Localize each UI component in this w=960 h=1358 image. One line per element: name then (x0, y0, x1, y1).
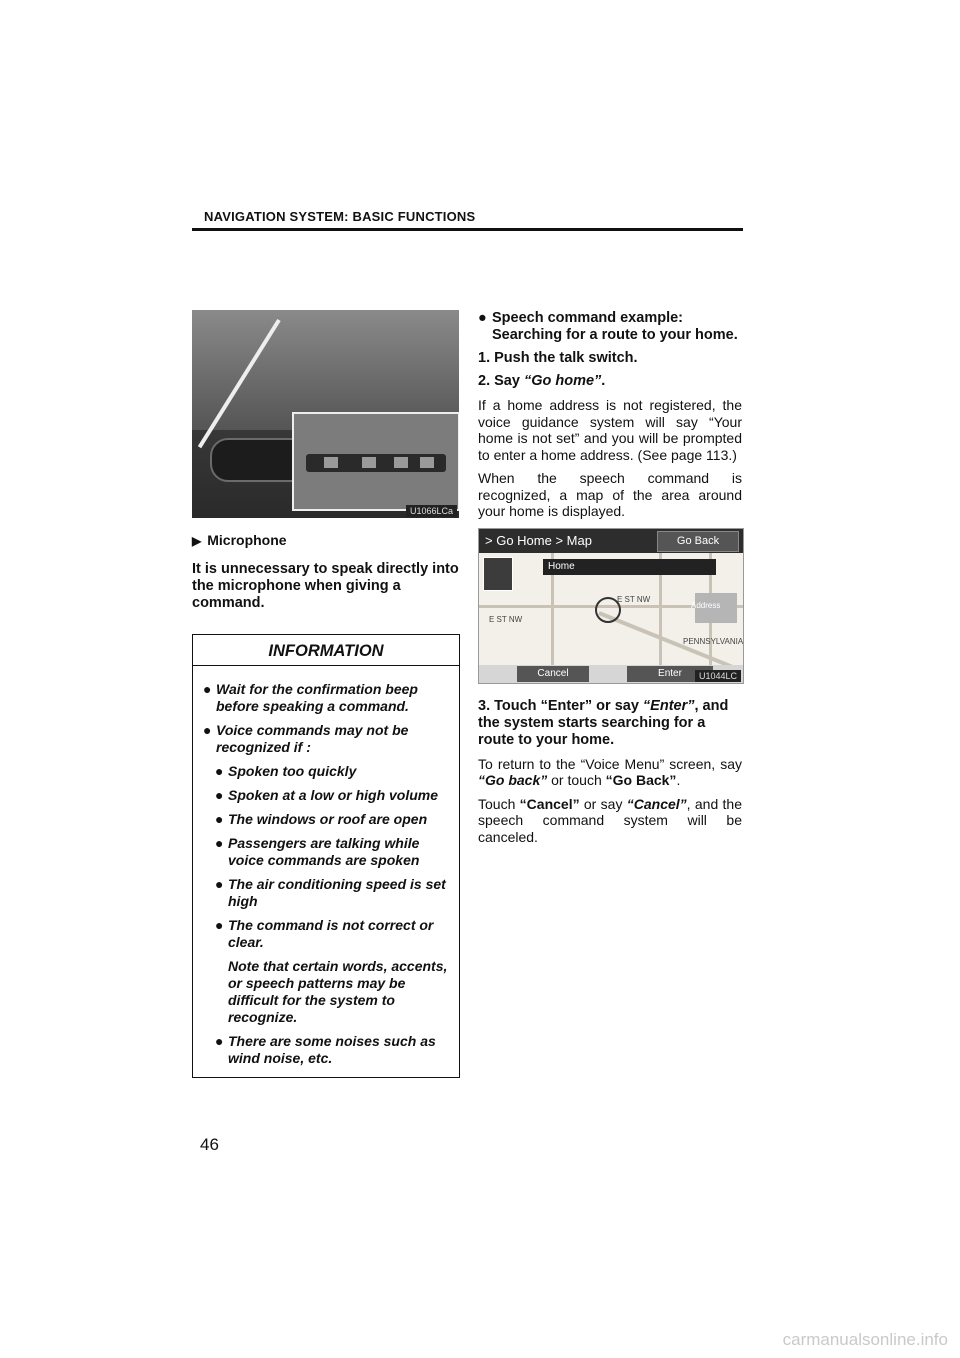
cancel-button[interactable]: Cancel (517, 666, 589, 682)
console-button (394, 457, 408, 468)
bullet-icon: ● (215, 763, 224, 779)
home-not-set-paragraph: If a home address is not registered, the voice guidance system will say “Your home is not set” and you will be prompted to enter a home address. (See page 113.) (478, 397, 742, 463)
bullet-icon: ● (215, 811, 224, 827)
cancel-paragraph: Touch “Cancel” or say “Cancel”, and the speech command system will be canceled. (478, 795, 742, 845)
info-sub-item: ● Passengers are talking while voice commands are spoken (215, 835, 420, 868)
go-back-button[interactable]: Go Back (657, 531, 739, 552)
step-3: 3. Touch “Enter” or say “Enter”, and the system starts searching for a route to your home. (478, 697, 729, 748)
map-area[interactable] (479, 553, 743, 665)
return-paragraph: To return to the “Voice Menu” screen, say “Go back” or touch “Go Back”. (478, 755, 742, 788)
enter-button[interactable]: Enter (627, 666, 713, 682)
voice-icon (483, 557, 513, 591)
bullet-icon: ● (215, 787, 224, 803)
microphone-photo (192, 310, 459, 518)
header-rule (192, 228, 743, 231)
step-2: 2. Say “Go home”. (478, 373, 606, 389)
street-label: E ST NW (617, 594, 651, 604)
info-note: Note that certain words, accents, or speech patterns may be difficult for the system to recognize. (228, 958, 448, 1025)
info-sub-item: ● The windows or roof are open (215, 811, 428, 827)
watermark: carmanualsonline.info (782, 1330, 948, 1349)
information-title: INFORMATION (193, 635, 459, 666)
console-button (324, 457, 338, 468)
microphone-inset (292, 412, 459, 511)
example-heading: ● Speech command example: Searching for a route to your home. (478, 310, 738, 343)
triangle-right-icon: ▶ (192, 534, 202, 548)
left-column (192, 310, 460, 1078)
screen-breadcrumb: > Go Home > Map (485, 532, 592, 548)
info-sub-item: ● The command is not correct or clear. (215, 917, 434, 950)
page-number: 46 (200, 1135, 219, 1154)
street-label: E ST NW (489, 614, 523, 624)
information-body (193, 666, 459, 1077)
figure-label: U1044LC (695, 670, 741, 682)
info-sub-item: ● Spoken at a low or high volume (215, 787, 439, 803)
info-sub-item: ● There are some noises such as wind noise, etc. (215, 1033, 436, 1066)
console-button (420, 457, 434, 468)
info-sub-item: ● Spoken too quickly (215, 763, 357, 779)
information-box (192, 634, 460, 1078)
bullet-icon: ● (215, 876, 224, 892)
home-label-bar: Home (543, 559, 716, 575)
bullet-icon: ● (215, 1033, 224, 1049)
bullet-icon: ● (215, 835, 224, 851)
page-header: NAVIGATION SYSTEM: BASIC FUNCTIONS (204, 209, 476, 224)
console-button (362, 457, 376, 468)
right-column (478, 310, 742, 845)
bullet-icon: ● (203, 722, 212, 738)
poi-label: Address (691, 600, 721, 610)
microphone-caption: ▶ Microphone (192, 532, 287, 548)
recognized-paragraph: When the speech command is recognized, a map of the area around your home is displayed. (478, 470, 742, 519)
bullet-icon: ● (478, 310, 487, 326)
bullet-icon: ● (203, 681, 212, 697)
info-item: ● Wait for the confirmation beep before speaking a command. (203, 681, 418, 714)
nav-screen (478, 528, 744, 684)
microphone-description: It is unnecessary to speak directly into the microphone when giving a command. (192, 561, 459, 611)
street-label: PENNSYLVANIA (683, 636, 744, 646)
info-sub-item: ● The air conditioning speed is set high (215, 876, 446, 909)
bullet-icon: ● (215, 917, 224, 933)
info-item: ● Voice commands may not be recognized if : (203, 722, 409, 755)
figure-label: U1066LCa (406, 505, 457, 517)
step-1: 1. Push the talk switch. (478, 350, 638, 366)
